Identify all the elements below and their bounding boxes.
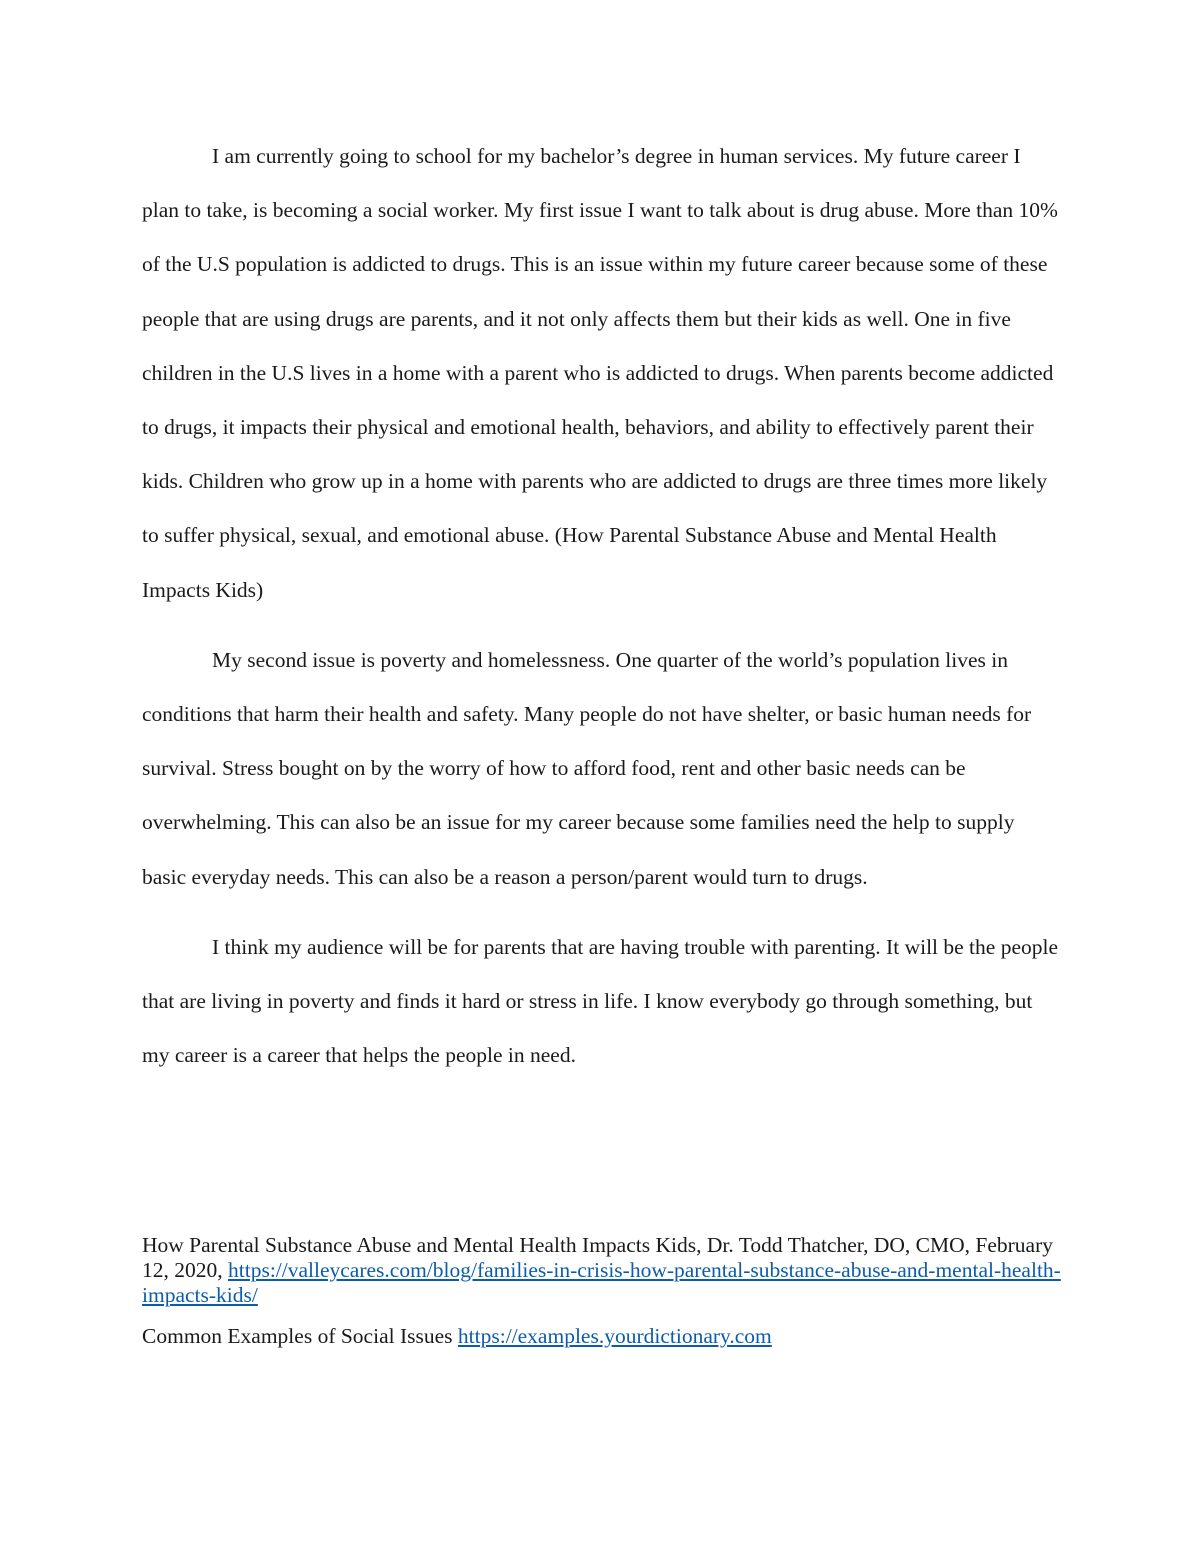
- reference-text: How Parental Substance Abuse and Mental Health Impacts Kids, Dr. Todd Thatcher, DO, CMO, February 12, 2020,: [142, 1233, 1054, 1282]
- essay-body: [142, 129, 1060, 1082]
- reference-link[interactable]: https://valleycares.com/blog/families-in-crisis-how-parental-substance-abuse-and-mental-health-impacts-kids/: [142, 1258, 1061, 1307]
- paragraph-drug-abuse: I am currently going to school for my bachelor’s degree in human services. My future career I plan to take, is becoming a social worker. My first issue I want to talk about is drug abuse. More than 10% of the U.S population is addicted to drugs. This is an issue within my future career because some of these people that are using drugs are parents, and it not only affects them but their kids as well. One in five children in the U.S lives in a home with a parent who is addicted to drugs. When parents become addicted to drugs, it impacts their physical and emotional health, behaviors, and ability to effectively parent their kids. Children who grow up in a home with parents who are addicted to drugs are three times more likely to suffer physical, sexual, and emotional abuse. (How Parental Substance Abuse and Mental Health Impacts Kids): [142, 144, 1058, 602]
- references-section: [142, 1233, 1072, 1349]
- paragraph-audience: I think my audience will be for parents that are having trouble with parenting. It will be the people that are living in poverty and finds it hard or stress in life. I know everybody go through something, but my career is a career that helps the people in need.: [142, 934, 1059, 1068]
- reference-item: [142, 1324, 1072, 1349]
- reference-text: Common Examples of Social Issues: [142, 1324, 458, 1348]
- reference-item: [142, 1233, 1072, 1308]
- reference-link[interactable]: https://examples.yourdictionary.com: [457, 1324, 772, 1348]
- paragraph-poverty: My second issue is poverty and homelessness. One quarter of the world’s population lives in conditions that harm their health and safety. Many people do not have shelter, or basic human needs for survival. Stress bought on by the worry of how to afford food, rent and other basic needs can be overwhelming. This can also be an issue for my career because some families need the help to supply basic everyday needs. This can also be a reason a person/parent would turn to drugs.: [142, 647, 1032, 889]
